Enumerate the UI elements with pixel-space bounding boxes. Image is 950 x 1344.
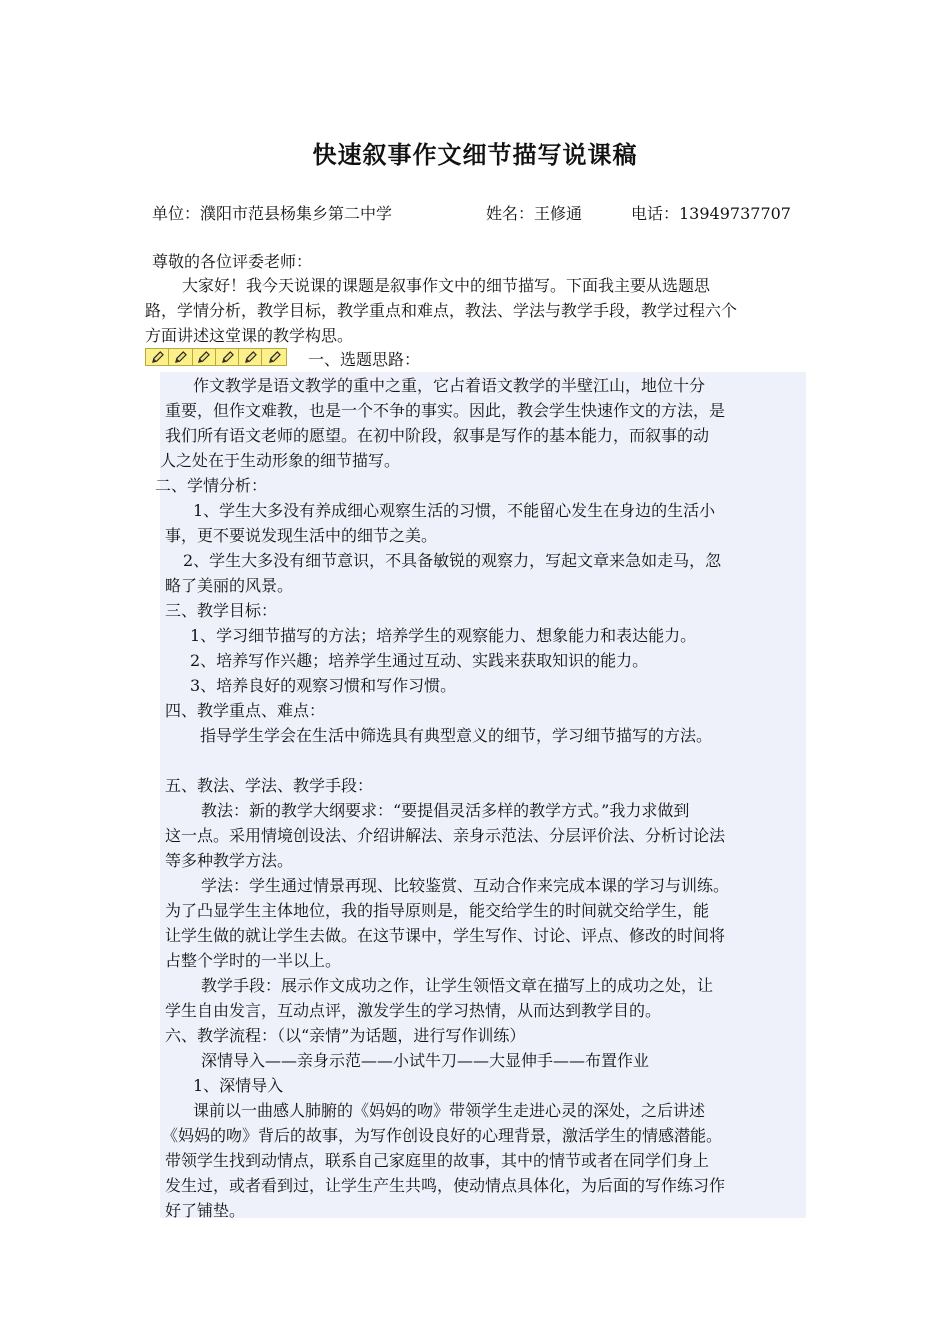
author-info xyxy=(152,201,791,224)
text-line: 重要，但作文难教，也是一个不争的事实。因此，教会学生快速作文的方法，是 xyxy=(165,401,726,420)
unit-text: 单位：濮阳市范县杨集乡第二中学 xyxy=(152,204,393,223)
text-line: 带领学生找到动情点，联系自己家庭里的故事，其中的情节或者在同学们身上 xyxy=(165,1151,710,1170)
text-line: 学法：学生通过情景再现、比较鉴赏、互动合作来完成本课的学习与训练。 xyxy=(201,876,730,895)
text-line: 学生自由发言，互动点评，激发学生的学习热情，从而达到教学目的。 xyxy=(165,1001,662,1020)
text-line: 1、深情导入 xyxy=(193,1076,284,1095)
text-line: 3、培养良好的观察习惯和写作习惯。 xyxy=(190,676,457,695)
text-line: 深情导入——亲身示范——小试牛刀——大显伸手——布置作业 xyxy=(201,1051,650,1070)
section-heading: 一、选题思路： xyxy=(308,350,421,369)
text-line: 好了铺垫。 xyxy=(165,1201,246,1220)
text-line: 2、学生大多没有细节意识，不具备敏锐的观察力，写起文章来急如走马，忽 xyxy=(183,551,722,570)
text-line: 课前以一曲感人肺腑的《妈妈的吻》带领学生走进心灵的深处，之后讲述 xyxy=(193,1101,706,1120)
text-line: 1、学生大多没有养成细心观察生活的习惯，不能留心发生在身边的生活小 xyxy=(193,501,716,520)
text-line: 略了美丽的风景。 xyxy=(165,576,294,595)
text-line: 教学手段：展示作文成功之作，让学生领悟文章在描写上的成功之处，让 xyxy=(201,976,714,995)
pencil-icon xyxy=(146,349,169,365)
text-line: 占整个学时的一半以上。 xyxy=(165,951,342,970)
pencil-icon xyxy=(193,349,216,365)
text-line: 1、学习细节描写的方法；培养学生的观察能力、想象能力和表达能力。 xyxy=(190,626,697,645)
text-line: 《妈妈的吻》背后的故事，为写作创设良好的心理背景，激活学生的情感潜能。 xyxy=(162,1126,723,1145)
pencil-icon xyxy=(239,349,262,365)
text-line: 路，学情分析，教学目标，教学重点和难点，教法、学法与教学手段，教学过程六个 xyxy=(145,301,738,320)
pencil-icon xyxy=(216,349,239,365)
section-heading: 六、教学流程：（以“亲情”为话题，进行写作训练） xyxy=(165,1026,526,1045)
text-line: 尊敬的各位评委老师： xyxy=(152,252,313,271)
text-line: 方面讲述这堂课的教学构思。 xyxy=(145,326,354,345)
text-line: 大家好！我今天说课的课题是叙事作文中的细节描写。下面我主要从选题思 xyxy=(182,276,711,295)
decorative-icon-bar xyxy=(145,348,287,366)
text-line: 人之处在于生动形象的细节描写。 xyxy=(160,451,401,470)
section-heading: 三、教学目标： xyxy=(165,601,278,620)
name-text: 姓名：王修通 xyxy=(486,204,583,223)
text-line: 作文教学是语文教学的重中之重，它占着语文教学的半壁江山，地位十分 xyxy=(193,376,706,395)
section-heading: 五、教法、学法、教学手段： xyxy=(165,776,374,795)
section-heading: 四、教学重点、难点： xyxy=(165,701,326,720)
text-line: 等多种教学方法。 xyxy=(165,851,294,870)
text-line: 2、培养写作兴趣；培养学生通过互动、实践来获取知识的能力。 xyxy=(190,651,649,670)
text-line: 事，更不要说发现生活中的细节之美。 xyxy=(165,526,438,545)
section-heading: 二、学情分析： xyxy=(155,476,268,495)
phone-text: 电话：13949737707 xyxy=(631,204,791,223)
text-line: 教法：新的教学大纲要求：“要提倡灵活多样的教学方式。”我力求做到 xyxy=(201,801,690,820)
pencil-icon xyxy=(169,349,192,365)
text-line: 发生过，或者看到过，让学生产生共鸣，使动情点具体化，为后面的写作练习作 xyxy=(165,1176,726,1195)
text-line: 为了凸显学生主体地位，我的指导原则是，能交给学生的时间就交给学生，能 xyxy=(165,901,710,920)
text-line: 指导学生学会在生活中筛选具有典型意义的细节，学习细节描写的方法。 xyxy=(200,726,713,745)
page-title: 快速叙事作文细节描写说课稿 xyxy=(312,141,638,169)
text-line: 我们所有语文老师的愿望。在初中阶段，叙事是写作的基本能力，而叙事的动 xyxy=(165,426,710,445)
text-line: 让学生做的就让学生去做。在这节课中，学生写作、讨论、评点、修改的时间将 xyxy=(165,926,726,945)
pencil-icon xyxy=(262,349,285,365)
text-line: 这一点。采用情境创设法、介绍讲解法、亲身示范法、分层评价法、分析讨论法 xyxy=(165,826,726,845)
